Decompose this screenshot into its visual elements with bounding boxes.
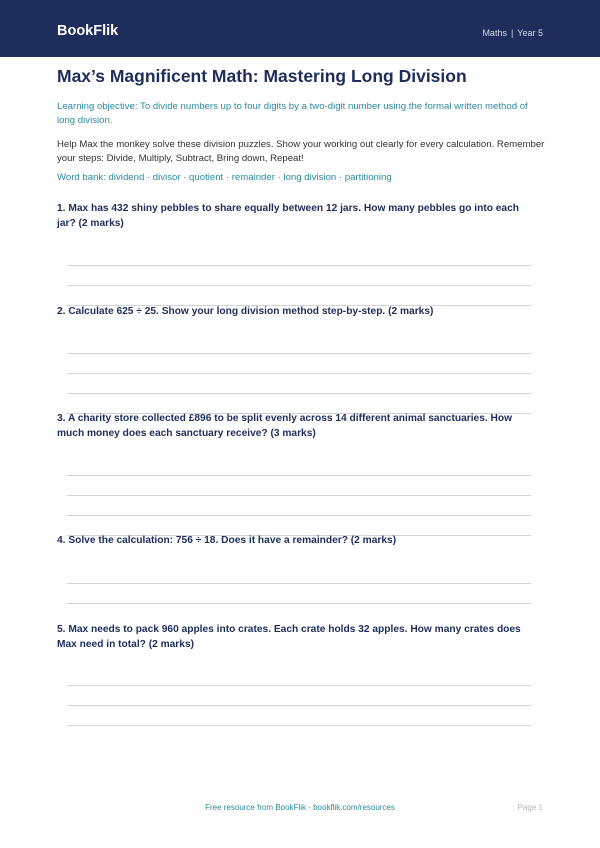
learning-objective: Learning objective: To divide numbers up to four digits by a two-digit number using the formal written method of long division. <box>57 101 528 126</box>
answer-line[interactable] <box>67 603 531 604</box>
question-5: 5. Max needs to pack 960 apples into crates. Each crate holds 32 apples. How many crates does Max need in total? (2 marks) <box>57 624 521 650</box>
answer-line[interactable] <box>67 515 531 516</box>
answer-line[interactable] <box>67 265 531 266</box>
page-number: Page 1 <box>517 803 543 812</box>
answer-line[interactable] <box>67 685 531 686</box>
answer-line[interactable] <box>67 353 531 354</box>
header-bar <box>0 0 600 57</box>
year-label: Year 5 <box>517 28 543 38</box>
brand-logo: BookFlik <box>57 23 119 39</box>
worksheet-title: Max’s Magnificent Math: Mastering Long Division <box>57 66 467 86</box>
answer-line[interactable] <box>67 495 531 496</box>
intro-instructions: Help Max the monkey solve these division puzzles. Show your working out clearly for every calculation. Remember your steps: Divide, Multiply, Subtract, Bring down, Repeat! <box>57 139 545 164</box>
subject-label: Maths <box>482 28 507 38</box>
answer-line[interactable] <box>67 285 531 286</box>
answer-line[interactable] <box>67 373 531 374</box>
answer-line[interactable] <box>67 393 531 394</box>
answer-line[interactable] <box>67 725 531 726</box>
question-1: 1. Max has 432 shiny pebbles to share equally between 12 jars. How many pebbles go into each jar? (2 marks) <box>57 203 519 229</box>
question-4: 4. Solve the calculation: 756 ÷ 18. Does it have a remainder? (2 marks) <box>57 535 397 546</box>
separator: | <box>510 28 514 38</box>
subject-year-label <box>482 28 543 38</box>
footer-credit: Free resource from BookFlik · bookflik.com/resources <box>205 803 395 812</box>
answer-line[interactable] <box>67 583 531 584</box>
answer-line[interactable] <box>67 475 531 476</box>
question-3: 3. A charity store collected £896 to be split evenly across 14 different animal sanctuaries. How much money does each sanctuary receive? (3 marks) <box>57 413 513 439</box>
word-bank: Word bank: dividend · divisor · quotient · remainder · long division · partitioning <box>57 172 392 183</box>
question-2: 2. Calculate 625 ÷ 25. Show your long division method step-by-step. (2 marks) <box>57 306 434 317</box>
answer-line[interactable] <box>67 705 531 706</box>
